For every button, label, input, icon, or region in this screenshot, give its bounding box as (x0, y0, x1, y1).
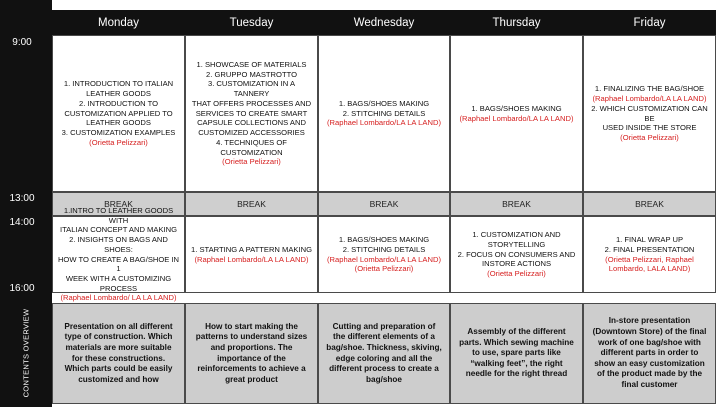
session-line: 3. CUSTOMIZATION IN A TANNERY (207, 79, 296, 99)
overview-line: of the product made by the (596, 369, 703, 379)
overview-line: Presentation on all different (64, 321, 173, 331)
break-wednesday: BREAK (318, 192, 450, 216)
morning-session-thursday (450, 35, 583, 192)
session-line: WEEK WITH A CUSTOMIZING (65, 273, 172, 283)
speaker-name: (Raphael Lombardo/LA LA LAND) (194, 254, 309, 264)
overview-line: bag/shoe (366, 374, 402, 384)
overview-line: Cutting and preparation of (332, 321, 436, 331)
session-line: 1. BAGS/SHOES MAKING (471, 103, 562, 113)
overview-line: customized and how (78, 374, 159, 384)
overview-line: edge coloring and all the (335, 353, 433, 363)
speaker-name: (Raphael Lombardo/ LA LA LAND) (60, 293, 177, 303)
day-header-friday: Friday (583, 10, 716, 35)
session-line: 1. FINAL WRAP UP (615, 235, 684, 245)
speaker-name: (Raphael Lombardo/LA LA LAND) (459, 113, 574, 123)
session-line: LEATHER GOODS (86, 89, 151, 99)
time-label-16: 16:00 (9, 283, 35, 294)
session-line: THAT OFFERS PROCESSES AND (191, 98, 312, 108)
session-line: 1. SHOWCASE OF MATERIALS (196, 60, 307, 70)
session-line: 2. FOCUS ON CONSUMERS AND (457, 249, 576, 259)
session-line: 2. INSIGHTS ON BAGS AND SHOES: (69, 235, 168, 254)
overview-friday (583, 303, 716, 404)
session-line: PROCESS (99, 283, 138, 293)
overview-wednesday (318, 303, 450, 404)
overview-line: “walking feet”, the right (470, 358, 563, 368)
overview-line: great product (225, 374, 278, 384)
speaker-name: (Raphael Lombardo/LA LA LAND) (327, 254, 441, 264)
session-line: 1. BAGS/SHOES MAKING (338, 98, 430, 108)
session-line: 3. CUSTOMIZATION EXAMPLES (61, 128, 176, 138)
time-label-14: 14:00 (9, 217, 35, 228)
session-line: 1.INTRO TO LEATHER GOODS WITH (63, 205, 174, 225)
session-line: 2. WHICH CUSTOMIZATION CAN BE (591, 103, 708, 123)
day-header-thursday: Thursday (450, 10, 583, 35)
overview-line: importance of the (217, 353, 286, 363)
overview-line: different parts in order to (600, 348, 699, 358)
session-line: 2. STITCHING DETAILS (342, 108, 426, 118)
break-thursday: BREAK (450, 192, 583, 216)
session-line: 1. INTRODUCTION TO ITALIAN (63, 79, 174, 89)
session-line: 4. TECHNIQUES OF (216, 137, 287, 147)
speaker-name: Lombardo, LALA LAND) (608, 264, 691, 274)
speaker-name: (Raphael Lombardo/LA LA LAND) (592, 94, 707, 104)
morning-session-wednesday (318, 35, 450, 192)
session-line: CUSTOMIZATION APPLIED TO (64, 108, 173, 118)
time-label-9: 9:00 (12, 37, 32, 48)
afternoon-session-friday (583, 216, 716, 293)
session-line: STORYTELLING (487, 239, 546, 249)
day-header-tuesday: Tuesday (185, 10, 318, 35)
overview-line: the different elements of a (333, 332, 435, 342)
session-line: 2. INTRODUCTION TO (78, 98, 159, 108)
morning-session-monday (52, 35, 185, 192)
session-line: 2. GRUPPO MASTROTTO (206, 69, 297, 79)
session-line: INSTORE ACTIONS (481, 259, 552, 269)
overview-line: bag/shoe. Thickness, skiving, (326, 342, 442, 352)
overview-line: to use, spare parts like (472, 348, 561, 358)
overview-line: How to start making the (205, 321, 298, 331)
session-line: 1. CUSTOMIZATION AND (472, 230, 561, 240)
speaker-name: (Orietta Pelizzari, Raphael (605, 254, 694, 264)
morning-session-friday (583, 35, 716, 192)
overview-line: patterns to understand sizes (195, 332, 308, 342)
break-tuesday: BREAK (185, 192, 318, 216)
session-line: CUSTOMIZATION (220, 147, 283, 157)
overview-line: final customer (621, 380, 678, 390)
break-monday: BREAK (52, 192, 185, 216)
overview-line: materials are more suitable (65, 342, 172, 352)
overview-tuesday (185, 303, 318, 404)
overview-line: parts. Which sewing machine (459, 337, 574, 347)
overview-line: type of construction. Which (64, 332, 173, 342)
session-line: 1. STARTING A PATTERN MAKING (191, 244, 312, 254)
time-label-13: 13:00 (9, 193, 35, 204)
morning-session-tuesday (185, 35, 318, 192)
overview-line: show an easy customization (594, 358, 705, 368)
speaker-name: (Orietta Pelizzari) (354, 264, 414, 274)
overview-line: and proportions. The (210, 342, 293, 352)
overview-line: In-store presentation (608, 316, 691, 326)
speaker-name: (Orietta Pelizzari) (620, 132, 679, 142)
session-line: 1. FINALIZING THE BAG/SHOE (594, 84, 705, 94)
session-line: HOW TO CREATE A BAG/SHOE IN 1 (57, 254, 180, 274)
afternoon-session-tuesday (185, 216, 318, 293)
overview-line: Which parts could be easily (64, 364, 173, 374)
speaker-name: (Raphael Lombardo/LA LA LAND) (327, 118, 441, 128)
overview-line: Assembly of the different (467, 326, 566, 336)
break-friday: BREAK (583, 192, 716, 216)
overview-monday (52, 303, 185, 404)
overview-line: work of one bag/shoe with (598, 337, 701, 347)
overview-line: (Downtown Store) of the final (592, 326, 707, 336)
speaker-name: (Orietta Pelizzari) (89, 137, 148, 147)
speaker-name: (Orietta Pelizzari) (487, 269, 546, 279)
contents-overview-label: CONTENTS OVERVIEW (21, 308, 31, 398)
overview-line: for these constructions. (71, 353, 166, 363)
session-line: 2. STITCHING DETAILS (342, 244, 426, 254)
day-header-wednesday: Wednesday (318, 10, 450, 35)
day-header-monday: Monday (52, 10, 185, 35)
afternoon-session-wednesday (318, 216, 450, 293)
session-line: 1. BAGS/SHOES MAKING (338, 235, 430, 245)
session-line: LEATHER GOODS (86, 118, 151, 128)
speaker-name: (Orietta Pelizzari) (222, 157, 281, 167)
time-sidebar (0, 0, 52, 407)
session-line: SERVICES TO CREATE SMART (195, 108, 308, 118)
session-line: CAPSULE COLLECTIONS AND (197, 118, 306, 128)
overview-line: reinforcements to achieve a (197, 364, 306, 374)
overview-line: different process to create a (329, 364, 439, 374)
session-line: CUSTOMIZED ACCESSORIES (198, 128, 305, 138)
overview-thursday (450, 303, 583, 404)
afternoon-session-thursday (450, 216, 583, 293)
session-line: USED INSIDE THE STORE (602, 123, 697, 133)
afternoon-session-monday (52, 205, 185, 303)
session-line: ITALIAN CONCEPT AND MAKING (59, 225, 178, 235)
overview-line: needle for the right thread (465, 369, 568, 379)
session-line: 2. FINAL PRESENTATION (604, 244, 695, 254)
